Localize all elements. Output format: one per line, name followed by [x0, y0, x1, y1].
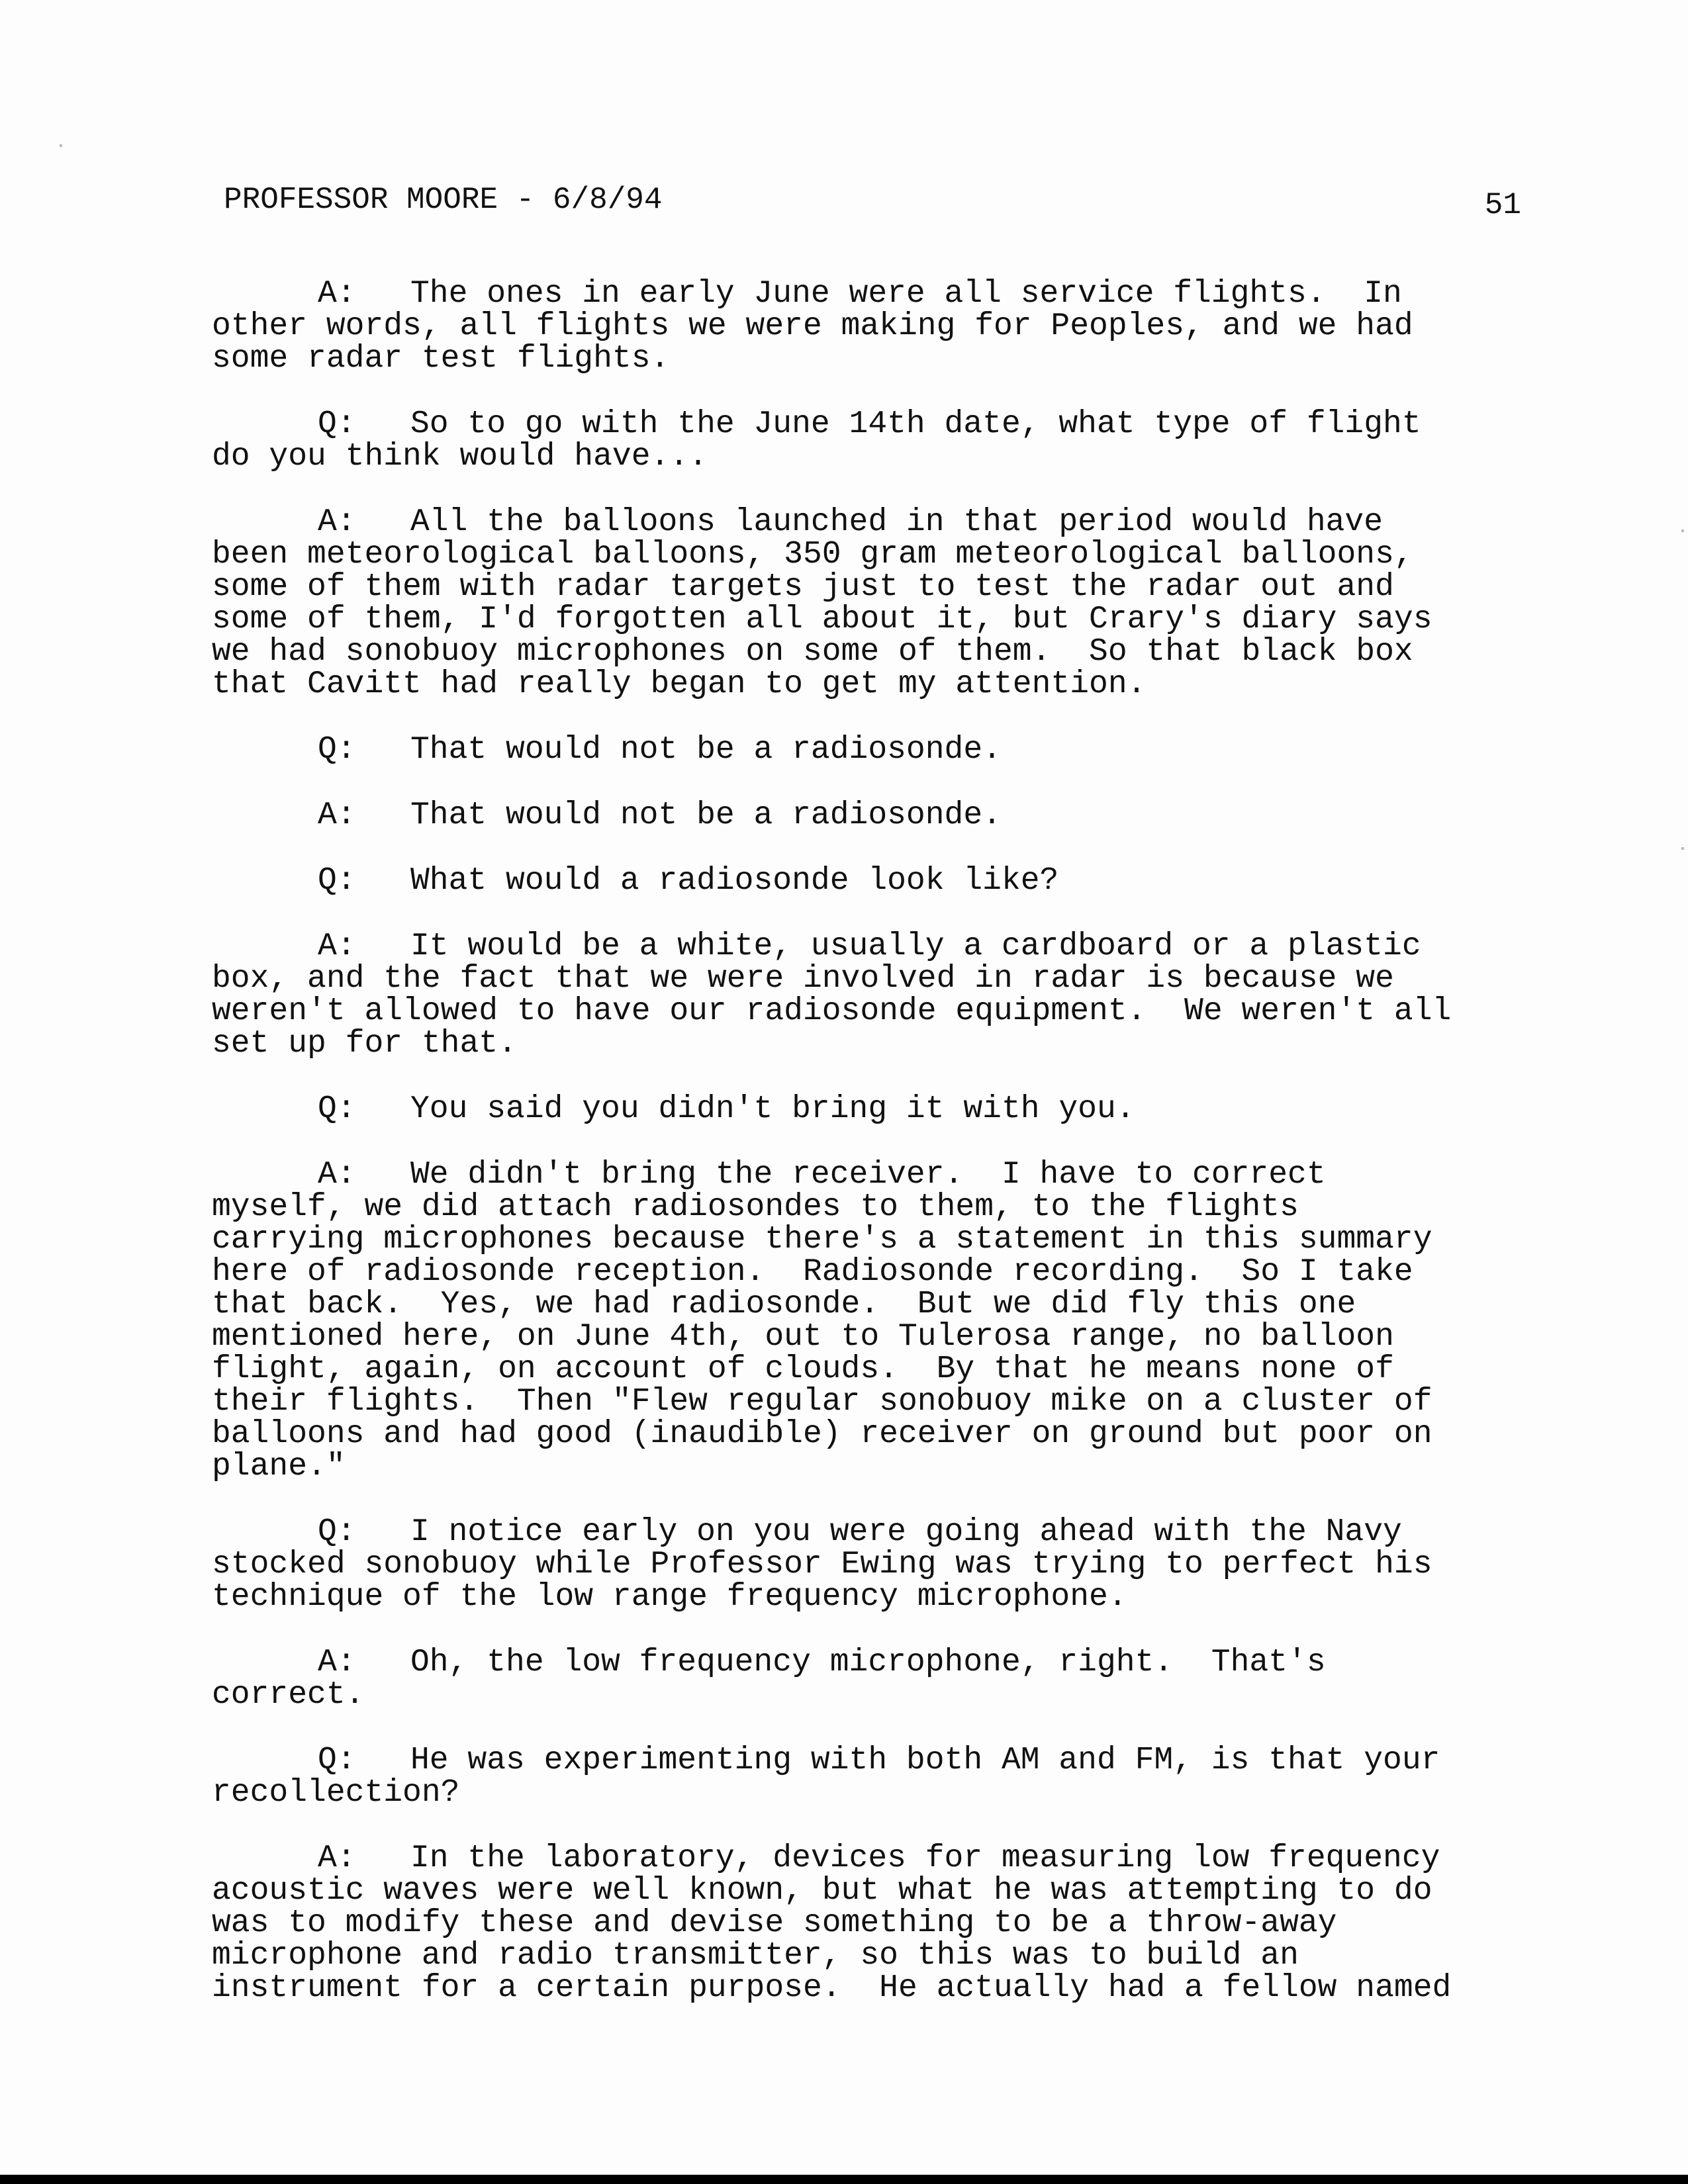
- speaker-label: A:: [318, 797, 356, 833]
- line-text: Oh, the low frequency microphone, right. That's: [410, 1645, 1326, 1680]
- transcript-line: [212, 734, 1523, 766]
- transcript-line: some radar test flights.: [212, 341, 670, 377]
- transcript-line: technique of the low range frequency microphone.: [212, 1579, 1127, 1615]
- transcript-body: [212, 278, 1523, 2038]
- transcript-line: [212, 1516, 1523, 1549]
- line-text: That would not be a radiosonde.: [410, 797, 1002, 833]
- speaker-label: Q:: [318, 406, 356, 442]
- transcript-paragraph: [212, 1093, 1523, 1126]
- scan-speck: [1681, 529, 1684, 532]
- transcript-paragraph: [212, 1647, 1523, 1711]
- transcript-line: [212, 1647, 1523, 1679]
- transcript-paragraph: [212, 931, 1523, 1060]
- transcript-line: that Cavitt had really began to get my attention.: [212, 666, 1147, 702]
- transcript-line: [212, 1093, 1523, 1126]
- transcript-line: myself, we did attach radiosondes to them, to the flights: [212, 1189, 1299, 1225]
- transcript-line: other words, all flights we were making for Peoples, and we had: [212, 308, 1413, 344]
- speaker-label: Q:: [318, 863, 356, 899]
- transcript-line: flight, again, on account of clouds. By that he means none of: [212, 1351, 1394, 1387]
- transcript-line: carrying microphones because there's a statement in this summary: [212, 1222, 1432, 1257]
- line-text: We didn't bring the receiver. I have to correct: [410, 1157, 1326, 1193]
- transcript-line: [212, 506, 1523, 539]
- transcript-paragraph: [212, 278, 1523, 375]
- speaker-label: A:: [318, 504, 356, 540]
- scan-speck: [60, 144, 62, 147]
- transcript-paragraph: [212, 506, 1523, 701]
- transcript-line: mentioned here, on June 4th, out to Tulerosa range, no balloon: [212, 1319, 1394, 1355]
- speaker-label: A:: [318, 929, 356, 964]
- transcript-paragraph: [212, 1843, 1523, 2005]
- header-title: PROFESSOR MOORE - 6/8/94: [224, 183, 663, 217]
- line-text: The ones in early June were all service flights. In: [410, 276, 1402, 312]
- speaker-label: A:: [318, 1841, 356, 1876]
- scan-speck: [1681, 847, 1684, 850]
- transcript-line: plane.": [212, 1449, 346, 1484]
- transcript-line: microphone and radio transmitter, so this was to build an: [212, 1938, 1299, 1974]
- transcript-paragraph: [212, 408, 1523, 473]
- line-text: I notice early on you were going ahead with the Navy: [410, 1514, 1402, 1550]
- line-text: It would be a white, usually a cardboard or a plastic: [410, 929, 1421, 964]
- transcript-line: instrument for a certain purpose. He actually had a fellow named: [212, 1970, 1452, 2006]
- transcript-line: box, and the fact that we were involved in radar is because we: [212, 961, 1394, 997]
- transcript-line: [212, 278, 1523, 310]
- transcript-line: been meteorological balloons, 350 gram meteorological balloons,: [212, 537, 1413, 572]
- speaker-label: Q:: [318, 1091, 356, 1127]
- transcript-paragraph: [212, 865, 1523, 897]
- speaker-label: Q:: [318, 1743, 356, 1778]
- speaker-label: A:: [318, 1645, 356, 1680]
- page-header: [224, 180, 1521, 220]
- transcript-line: set up for that.: [212, 1026, 517, 1062]
- transcript-line: we had sonobuoy microphones on some of them. So that black box: [212, 634, 1413, 670]
- line-text: He was experimenting with both AM and FM, is that your: [410, 1743, 1440, 1778]
- line-text: You said you didn't bring it with you.: [410, 1091, 1135, 1127]
- transcript-paragraph: [212, 1745, 1523, 1809]
- transcript-line: was to modify these and devise something to be a throw-away: [212, 1905, 1337, 1941]
- line-text: What would a radiosonde look like?: [410, 863, 1059, 899]
- transcript-line: their flights. Then "Flew regular sonobuoy mike on a cluster of: [212, 1384, 1432, 1420]
- line-text: That would not be a radiosonde.: [410, 732, 1002, 768]
- line-text: All the balloons launched in that period would have: [410, 504, 1383, 540]
- transcript-line: [212, 408, 1523, 441]
- transcript-line: some of them, I'd forgotten all about it, but Crary's diary says: [212, 602, 1432, 637]
- transcript-line: recollection?: [212, 1775, 460, 1811]
- transcript-line: [212, 799, 1523, 832]
- transcript-line: [212, 1159, 1523, 1191]
- transcript-line: that back. Yes, we had radiosonde. But we did fly this one: [212, 1287, 1356, 1322]
- transcript-line: some of them with radar targets just to test the radar out and: [212, 569, 1394, 605]
- transcript-line: balloons and had good (inaudible) receiver on ground but poor on: [212, 1416, 1432, 1452]
- speaker-label: Q:: [318, 732, 356, 768]
- transcript-line: correct.: [212, 1677, 365, 1713]
- transcript-line: [212, 931, 1523, 963]
- transcript-line: stocked sonobuoy while Professor Ewing was trying to perfect his: [212, 1547, 1432, 1582]
- line-text: In the laboratory, devices for measuring low frequency: [410, 1841, 1440, 1876]
- transcript-paragraph: [212, 1159, 1523, 1483]
- speaker-label: Q:: [318, 1514, 356, 1550]
- transcript-paragraph: [212, 1516, 1523, 1614]
- speaker-label: A:: [318, 276, 356, 312]
- transcript-line: here of radiosonde reception. Radiosonde recording. So I take: [212, 1254, 1413, 1290]
- scan-bottom-border: [0, 2175, 1688, 2184]
- transcript-line: [212, 1843, 1523, 1875]
- transcript-paragraph: [212, 799, 1523, 832]
- transcript-paragraph: [212, 734, 1523, 766]
- line-text: So to go with the June 14th date, what type of flight: [410, 406, 1421, 442]
- speaker-label: A:: [318, 1157, 356, 1193]
- transcript-line: weren't allowed to have our radiosonde equipment. We weren't all: [212, 993, 1452, 1029]
- page-number: 51: [1484, 188, 1521, 222]
- transcript-line: do you think would have...: [212, 439, 708, 475]
- transcript-line: [212, 1745, 1523, 1777]
- transcript-line: acoustic waves were well known, but what he was attempting to do: [212, 1873, 1432, 1909]
- transcript-line: [212, 865, 1523, 897]
